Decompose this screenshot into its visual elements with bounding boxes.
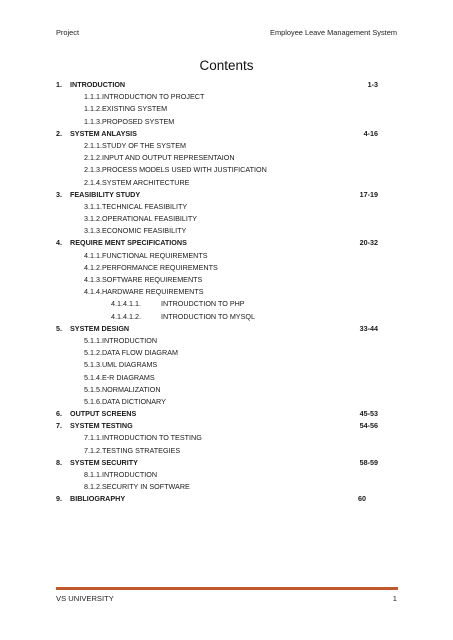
- toc-subsection: 2.1.2.INPUT AND OUTPUT REPRESENTAION: [84, 153, 235, 163]
- toc-subsection: 3.1.2.OPERATIONAL FEASIBILITY: [84, 214, 198, 224]
- toc-subsection: 4.1.1.FUNCTIONAL REQUIREMENTS: [84, 250, 208, 260]
- toc-section-title: SYSTEM TESTING: [70, 421, 133, 431]
- toc-section-row: [56, 189, 386, 201]
- toc-section-number: 5.: [56, 323, 62, 333]
- toc-section-row: [56, 323, 386, 335]
- toc-subsection: 2.1.1.STUDY OF THE SYSTEM: [84, 140, 186, 150]
- toc-subsection: 1.1.3.PROPOSED SYSTEM: [84, 116, 175, 126]
- toc-subsection: 4.1.4.HARDWARE REQUIREMENTS: [84, 287, 204, 297]
- toc-section-title: OUTPUT SCREENS: [70, 409, 137, 419]
- toc-subsection: 5.1.4.E-R DIAGRAMS: [84, 372, 155, 382]
- toc-section-title: FEASIBILITY STUDY: [70, 189, 141, 199]
- footer-university: VS UNIVERSITY: [56, 594, 114, 603]
- toc-section-title: SYSTEM DESIGN: [70, 323, 130, 333]
- toc-subsection: 4.1.3.SOFTWARE REQUIREMENTS: [84, 275, 203, 284]
- toc-subsection: 8.1.1.INTRODUCTION: [84, 470, 158, 479]
- toc-section-title: SYSTEM ANLAYSIS: [70, 128, 137, 138]
- toc-subsection: 2.1.3.PROCESS MODELS USED WITH JUSTIFICATION: [84, 165, 267, 175]
- toc-section-number: 7.: [56, 421, 62, 431]
- toc-subsection: 1.1.2.EXISTING SYSTEM: [84, 104, 168, 114]
- toc-section-pages: 4-16: [363, 128, 378, 138]
- toc-subsection: 5.1.1.INTRODUCTION: [84, 335, 158, 345]
- toc-section-row: [56, 408, 386, 420]
- toc-section-title: BIBLIOGRAPHY: [70, 494, 126, 504]
- toc-subsection: 2.1.4.SYSTEM ARCHITECTURE: [84, 177, 190, 187]
- toc-section-number: 9.: [56, 494, 62, 504]
- toc-subsubsection-title: INTROUDCTION TO PHP: [161, 299, 245, 309]
- toc-subsubsection: [56, 298, 386, 310]
- toc-subsection: 3.1.1.TECHNICAL FEASIBILITY: [84, 201, 188, 211]
- toc-subsection: 8.1.2.SECURITY IN SOFTWARE: [84, 482, 190, 492]
- toc-subsection: 5.1.3.UML DIAGRAMS: [84, 360, 158, 370]
- toc-subsection: 5.1.6.DATA DICTIONARY: [84, 396, 166, 406]
- toc-section-number: 2.: [56, 128, 62, 138]
- toc-section-title: SYSTEM SECURITY: [70, 457, 138, 467]
- toc-subsection: 5.1.5.NORMALIZATION: [84, 384, 161, 394]
- toc-subsection: 4.1.2.PERFORMANCE REQUIREMENTS: [84, 262, 218, 272]
- toc-section-row: [56, 457, 386, 469]
- toc-section-pages: 17-19: [359, 189, 378, 199]
- page-title: Contents: [199, 58, 254, 73]
- toc-section-pages: 33-44: [359, 323, 378, 333]
- toc-section-pages: 58-59: [359, 457, 378, 467]
- toc-subsection: 7.1.2.TESTING STRATEGIES: [84, 445, 181, 455]
- toc-section-row: [56, 128, 386, 140]
- header-project: Project: [56, 28, 80, 37]
- footer-page-number: 1: [392, 594, 397, 603]
- toc-section-title: INTRODUCTION: [70, 80, 126, 89]
- table-of-contents: [56, 79, 386, 506]
- toc-section-number: 4.: [56, 238, 62, 248]
- toc-subsubsection-number: 4.1.4.1.2.: [111, 311, 141, 321]
- toc-section-title: REQUIRE MENT SPECIFICATIONS: [70, 238, 187, 248]
- toc-subsubsection: [56, 311, 386, 323]
- toc-section-pages: 60: [358, 494, 366, 504]
- toc-section-row: [56, 420, 386, 432]
- toc-subsubsection-title: INTRODUCTION TO MYSQL: [161, 311, 255, 321]
- toc-subsection: 7.1.1.INTRODUCTION TO TESTING: [84, 433, 202, 443]
- toc-section-row: [56, 79, 386, 91]
- toc-subsection: 1.1.1.INTRODUCTION TO PROJECT: [84, 92, 205, 102]
- toc-section-pages: 20-32: [359, 238, 378, 248]
- toc-section-pages: 1-3: [367, 80, 378, 89]
- toc-subsection: 3.1.3.ECONOMIC FEASIBILITY: [84, 226, 187, 236]
- toc-subsubsection-number: 4.1.4.1.1.: [111, 299, 141, 309]
- footer-rule: [56, 587, 398, 590]
- toc-section-number: 8.: [56, 457, 62, 467]
- header-document-title: Employee Leave Management System: [270, 28, 397, 37]
- toc-section-row: [56, 237, 386, 249]
- toc-section-number: 1.: [56, 80, 62, 89]
- toc-section-row: [56, 493, 386, 505]
- toc-subsection: 5.1.2.DATA FLOW DIAGRAM: [84, 348, 178, 358]
- toc-section-pages: 45-53: [359, 409, 378, 419]
- toc-section-number: 3.: [56, 189, 62, 199]
- toc-section-number: 6.: [56, 409, 62, 419]
- toc-section-pages: 54-56: [359, 421, 378, 431]
